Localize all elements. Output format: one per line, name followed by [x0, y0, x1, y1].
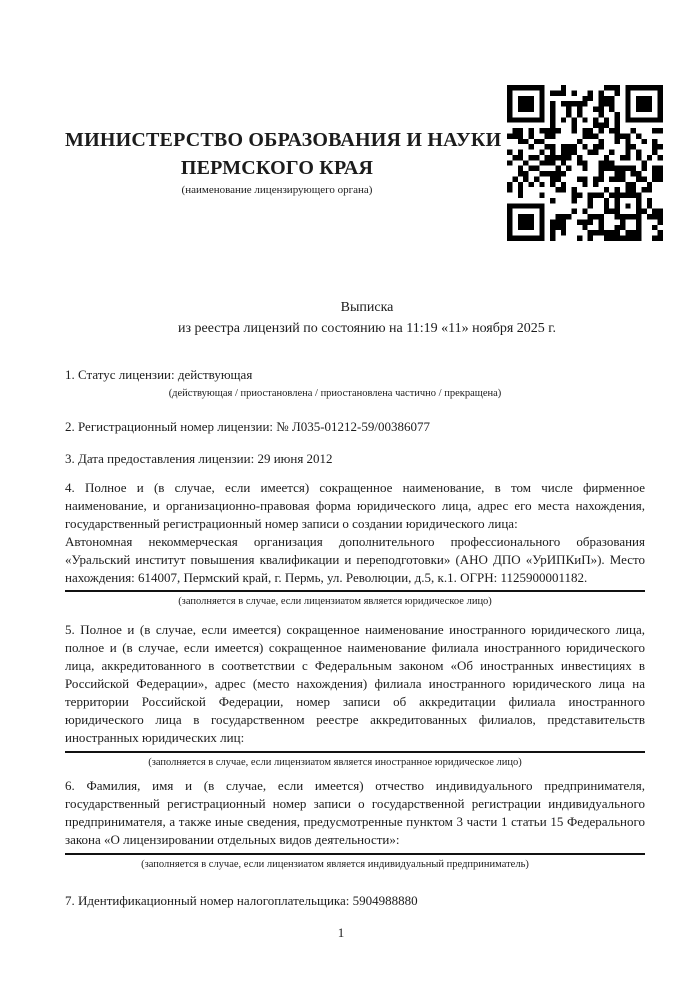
- qr-code: [507, 85, 663, 241]
- item-4-legal-entity: [65, 479, 645, 608]
- individual-empty-field: [65, 849, 645, 855]
- item-5-foreign-entity: [65, 621, 645, 769]
- license-status-text: 1. Статус лицензии: действующая: [65, 367, 253, 382]
- legal-entity-caption: (заполняется в случае, если лицензиатом является юридическое лицо): [178, 596, 492, 607]
- document-title-line2: из реестра лицензий по состоянию на 11:19 «11» ноября 2025 г.: [178, 321, 556, 336]
- item-3-grant-date: [65, 450, 645, 468]
- grant-date-text: 3. Дата предоставления лицензии: 29 июня 2012: [65, 451, 333, 466]
- item-6-individual-entrepreneur: [65, 777, 645, 871]
- registration-number-text: 2. Регистрационный номер лицензии: № Л035-01212-59/00386077: [65, 419, 431, 434]
- item-7-taxpayer-id: [65, 892, 645, 910]
- document-title: [65, 297, 645, 339]
- foreign-entity-caption: (заполняется в случае, если лицензиатом является иностранное юридическое лицо): [148, 757, 522, 768]
- licensing-authority-caption: (наименование лицензирующего органа): [181, 184, 373, 196]
- foreign-entity-question: 5. Полное и (в случае, если имеется) сокращенное наименование иностранного юридического лица, полное и (в случае, если имеется) сокращенное наименование филиала иностранного юридического лица, аккредитованного в соответствии с Федеральным законом «Об иностранных инвестициях в Российской Федерации», адрес (место нахождения) филиала иностранного юридического лица на территории Российской Федерации, номер записи об аккредитации филиала иностранного юридического лица в государственном реестре аккредитованных филиалов, представительств иностранных юридических лиц:: [65, 622, 645, 745]
- ministry-name-line2: ПЕРМСКОГО КРАЯ: [180, 157, 374, 179]
- legal-entity-question: 4. Полное и (в случае, если имеется) сокращенное наименование, в том числе фирменное наименование, и организационно-правовая форма юридического лица, адрес его места нахождения, государственный регистрационный номер записи о создании юридического лица:: [65, 480, 645, 531]
- document-title-line1: Выписка: [340, 300, 394, 315]
- foreign-entity-empty-field: [65, 747, 645, 753]
- qr-code-icon: [507, 85, 663, 241]
- legal-entity-value: Автономная некоммерческая организация дополнительного профессионального образования «Уральский институт повышения квалификации и переподготовки» (АНО ДПО «УрИПКиП»). Место нахождения: 614007, Пермский край, г. Пермь, ул. Революции, д.5, к.1. ОГРН: 1125900001182.: [65, 533, 645, 592]
- page-number: 1: [337, 925, 345, 940]
- item-2-registration-number: [65, 418, 645, 436]
- license-status-options-caption: (действующая / приостановлена / приостановлена частично / прекращена): [168, 388, 502, 399]
- item-1-license-status: [65, 366, 645, 400]
- licensing-authority-header: [65, 126, 502, 197]
- taxpayer-id-text: 7. Идентификационный номер налогоплательщика: 5904988880: [65, 893, 418, 908]
- ministry-name-line1: МИНИСТЕРСТВО ОБРАЗОВАНИЯ И НАУКИ: [65, 129, 502, 151]
- individual-caption: (заполняется в случае, если лицензиатом является индивидуальный предприниматель): [141, 859, 529, 870]
- individual-question: 6. Фамилия, имя и (в случае, если имеется) отчество индивидуального предпринимателя, государственный регистрационный номер записи о государственной регистрации индивидуального предпринимателя, а также иные сведения, предусмотренные пунктом 3 части 1 статьи 15 Федерального закона «О лицензировании отдельных видов деятельности»:: [65, 778, 645, 847]
